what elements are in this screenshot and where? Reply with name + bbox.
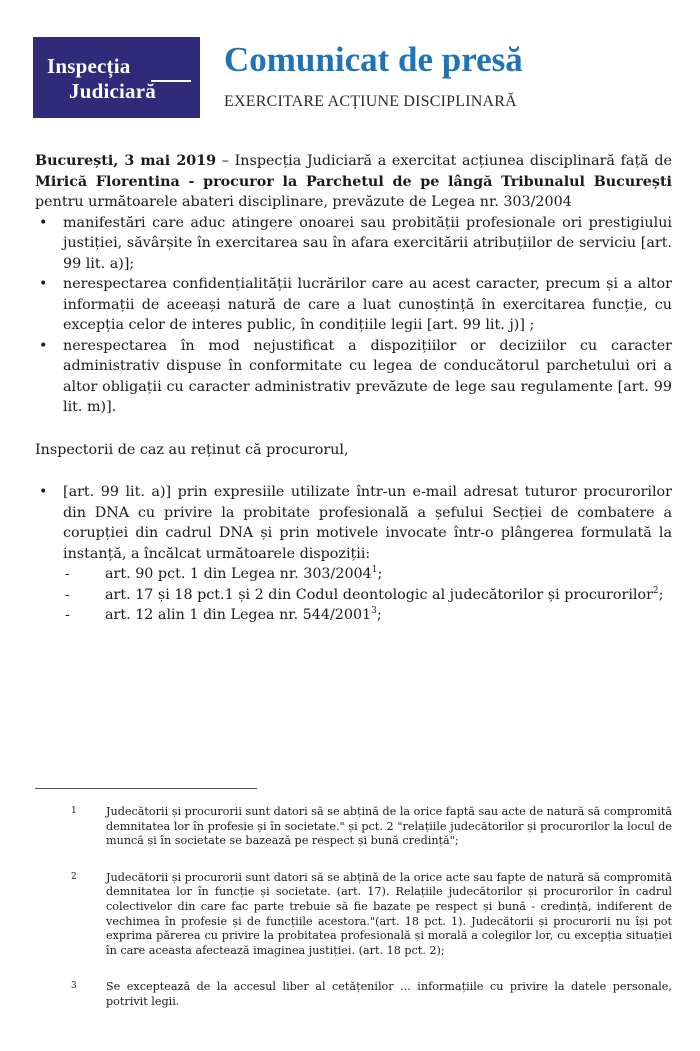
page-subtitle: EXERCITARE ACȚIUNE DISCIPLINARĂ: [224, 93, 517, 110]
footnote-text: Judecătorii și procurorii sunt datori să se abțină de la orice faptă sau acte de natură să compromită demnitatea lor în profesie și în societate." și pct. 2 "relațiile judecătorilor și procurorilor la locul de muncă și în societate se bazează pe respect și bună credință";: [106, 805, 672, 848]
findings-intro: Inspectorii de caz au reținut că procurorul,: [35, 441, 349, 458]
provision-tail: ;: [377, 566, 383, 582]
footnotes: [35, 788, 672, 1032]
footnote-ref[interactable]: 3: [371, 606, 377, 617]
provision-item: [105, 564, 672, 585]
charge-item: • nerespectarea confidențialității lucrărilor care au acest caracter, precum și a altor informații de aceeași natură de care a luat cunoștință în exercitarea funcție, cu excepția celor de interes public, în condițiile legii [art. 99 lit. j)] ;: [63, 274, 672, 336]
intro-date: București, 3 mai 2019: [35, 153, 217, 169]
footnote-divider: [35, 788, 257, 789]
charge-item: • nerespectarea în mod nejustificat a dispozițiilor or deciziilor cu caracter administrativ dispuse în conformitate cu legea de conducătorul parchetului ori a altor obligații cu caracter administrativ prevăzute de lege sau regulamente [art. 99 lit. m)].: [63, 336, 672, 418]
provision-text: art. 17 și 18 pct.1 și 2 din Codul deontologic al judecătorilor și procurorilor: [105, 586, 653, 603]
finding-item: [63, 482, 672, 626]
footnote-text: Se exceptează de la accesul liber al cetățenilor ... informațiile cu privire la datele personale, potrivit legii.: [106, 980, 672, 1008]
press-release-body: [35, 151, 672, 626]
logo-rule: [151, 80, 191, 82]
footnote-ref[interactable]: 1: [371, 565, 378, 576]
charges-list: [35, 213, 672, 418]
provision-tail: ;: [658, 586, 664, 603]
footnote-number: 3: [71, 981, 77, 992]
footnote-text: Judecătorii și procurorii sunt datori să se abțină de la orice acte sau fapte de natură să compromită demnitatea lor în funcție și societate. (art. 17). Relațiile judecătorilor și procurorilor în cadrul colectivelor din care fac parte trebuie să fie bazate pe respect și bună - credință, indiferent de vechimea în profesie și de funcțiile acestora."(art. 18 pct. 1). Judecătorii și procurorii nu își pot exprima părerea cu privire la probitatea profesională și morală a colegilor lor, cu excepția situației în care aceasta afectează imaginea justiției. (art. 18 pct. 2);: [106, 870, 672, 957]
intro-paragraph: [35, 151, 672, 213]
charge-item: • manifestări care aduc atingere onoarei sau probității profesionale ori prestigiului justiției, săvârșite în exercitarea sau în afara exercitării atribuțiilor de serviciu [art. 99 lit. a)];: [63, 213, 672, 275]
footnote: [35, 871, 672, 959]
provision-text: art. 12 alin 1 din Legea nr. 544/2001: [105, 607, 372, 623]
provision-item: [105, 585, 672, 606]
inspectia-judiciara-logo: [33, 37, 200, 118]
footnote-number: 1: [71, 806, 77, 816]
logo-line-2: Judiciară: [69, 79, 156, 103]
intro-subject: Mirică Florentina - procuror la Parchetul de pe lângă Tribunalul București: [35, 173, 672, 190]
footnote: [35, 980, 672, 1009]
provisions-list: [63, 564, 672, 626]
intro-text-1: – Inspecția Judiciară a exercitat acțiunea disciplinară față de: [216, 153, 672, 169]
provision-tail: ;: [376, 607, 382, 623]
footnote: [35, 805, 672, 849]
provision-text: art. 90 pct. 1 din Legea nr. 303/2004: [105, 566, 372, 582]
page-title: Comunicat de presă: [224, 40, 523, 79]
footnote-ref[interactable]: 2: [652, 585, 659, 596]
finding-text: [art. 99 lit. a)] prin expresiile utilizate într-un e-mail adresat tuturor procurorilor din DNA cu privire la probitate profesională a șefului Secției de combatere a corupției din cadrul DNA și prin motivele invocate într-o plângerea formulată la instanță, a încălcat următoarele dispoziții:: [63, 484, 672, 562]
logo-line-1: Inspecția: [47, 54, 131, 78]
findings-list: [35, 482, 672, 626]
provision-item: [105, 605, 672, 626]
footnote-number: 2: [71, 871, 77, 882]
intro-text-2: pentru următoarele abateri disciplinare, prevăzute de Legea nr. 303/2004: [35, 194, 572, 210]
